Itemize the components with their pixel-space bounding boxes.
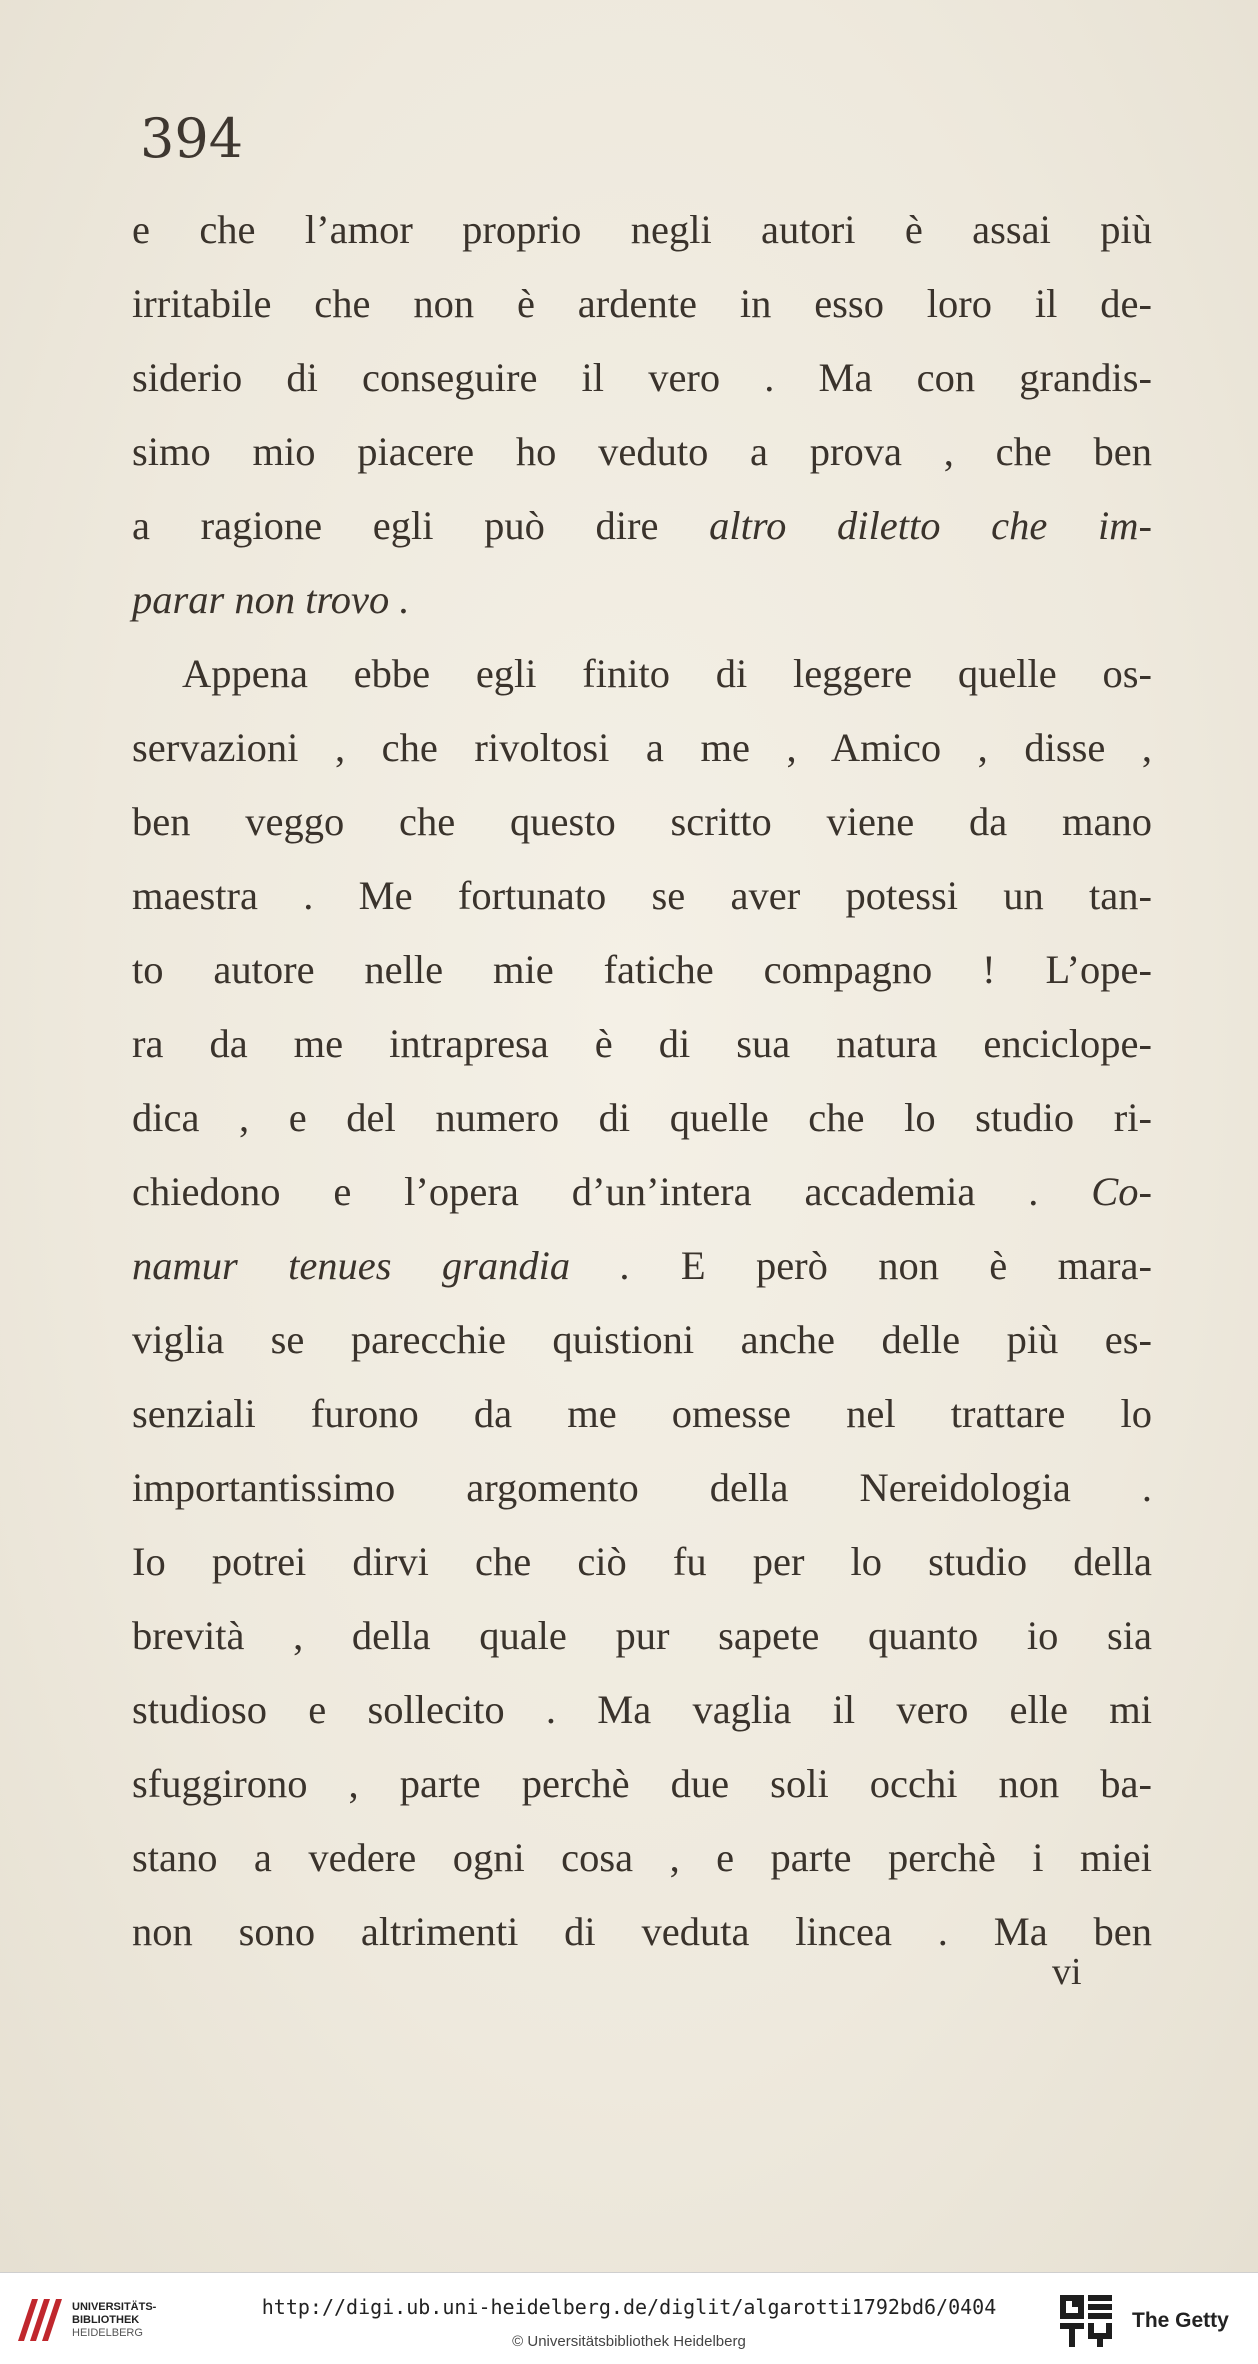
permalink-url[interactable]: http://digi.ub.uni-heidelberg.de/diglit/algarotti1792bd6/0404	[261, 2295, 997, 2319]
text-line-19: Io potrei dirvi che ciò fu per lo studio della	[132, 1539, 1152, 1584]
page-text	[132, 193, 1152, 1969]
ub-logo-line-1: UNIVERSITÄTS-	[72, 2301, 157, 2313]
italic-latin-start: Co-	[1091, 1169, 1152, 1214]
text-line-18: importantissimo argomento della Nereidologia .	[132, 1465, 1152, 1510]
text-line-17: senziali furono da me omesse nel trattare lo	[132, 1391, 1152, 1436]
text-line-16: viglia se parecchie quistioni anche delle più es-	[132, 1317, 1152, 1362]
text-line-24: non sono altrimenti di veduta lincea . Ma ben	[132, 1909, 1152, 1954]
text-line-20: brevità , della quale pur sapete quanto io sia	[132, 1613, 1152, 1658]
footer-bar	[0, 2272, 1258, 2364]
text-line-8: servazioni , che rivoltosi a me , Amico , disse ,	[132, 725, 1152, 770]
text-line-13: dica , e del numero di quelle che lo studio ri-	[132, 1095, 1152, 1140]
text-line-1: e che l’amor proprio negli autori è assai più	[132, 207, 1152, 252]
getty-name: The Getty	[1132, 2309, 1229, 2332]
text-line-9: ben veggo che questo scritto viene da mano	[132, 799, 1152, 844]
italic-quote-start: altro diletto che im-	[709, 503, 1153, 548]
text-line-21: studioso e sollecito . Ma vaglia il vero elle mi	[132, 1687, 1152, 1732]
text-line-11: to autore nelle mie fatiche compagno ! L’ope-	[132, 947, 1152, 992]
text-line-7: Appena ebbe egli finito di leggere quelle os-	[182, 651, 1152, 696]
text-line-2: irritabile che non è ardente in esso loro il de-	[132, 281, 1152, 326]
page-number: 394	[140, 107, 244, 170]
text-line-12: ra da me intrapresa è di sua natura enciclope-	[132, 1021, 1152, 1066]
text-line-15	[132, 1229, 1152, 1303]
text-line-5-roman: a ragione egli può dire	[132, 503, 659, 548]
text-line-3: siderio di conseguire il vero . Ma con grandis-	[132, 355, 1152, 400]
text-line-4: simo mio piacere ho veduto a prova , che ben	[132, 429, 1152, 474]
text-line-10: maestra . Me fortunato se aver potessi un tan-	[132, 873, 1152, 918]
ub-logo-line-3: HEIDELBERG	[72, 2327, 143, 2339]
text-line-5	[132, 489, 1152, 563]
copyright-notice: © Universitätsbibliothek Heidelberg	[512, 2333, 746, 2350]
getty-logo-icon[interactable]	[1058, 2293, 1116, 2351]
ub-logo-line-2: BIBLIOTHEK	[72, 2314, 140, 2326]
catchword: vi	[1052, 1951, 1082, 1993]
text-line-22: sfuggirono , parte perchè due soli occhi non ba-	[132, 1761, 1152, 1806]
text-line-6: parar non trovo .	[132, 577, 410, 622]
text-line-15-roman: E però non è mara-	[680, 1243, 1153, 1288]
text-line-14-roman: chiedono e l’opera d’un’intera accademia .	[132, 1169, 1039, 1214]
text-line-14	[132, 1155, 1152, 1229]
italic-latin-end: namur tenues grandia .	[132, 1243, 631, 1288]
text-line-23: stano a vedere ogni cosa , e parte perchè i miei	[132, 1835, 1152, 1880]
